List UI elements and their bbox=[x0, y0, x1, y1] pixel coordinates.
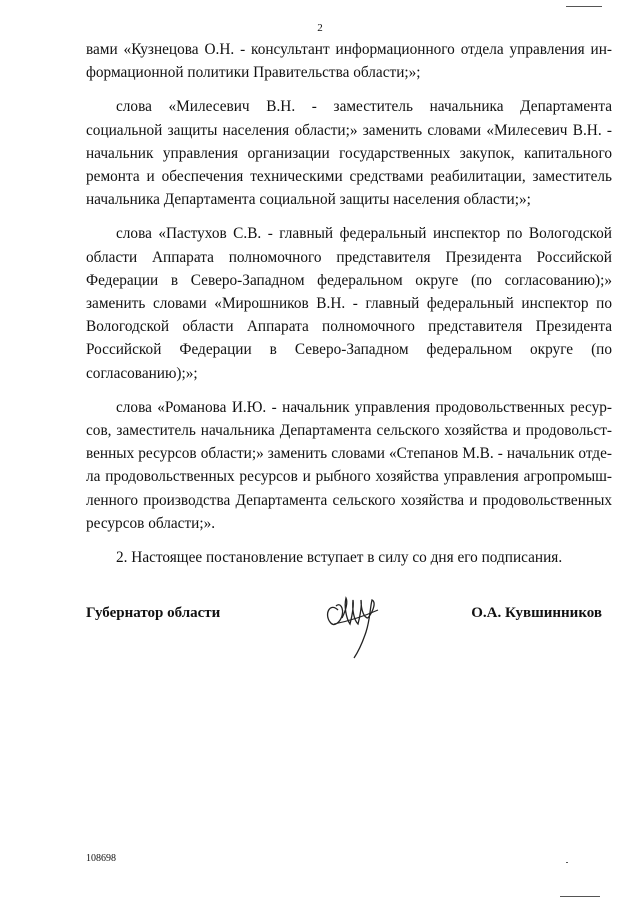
document-code: 108698 bbox=[86, 853, 116, 864]
paragraph: вами «Кузнецова О.Н. - консультант информационного отдела управления информационной политики Правительства области;»; bbox=[86, 41, 612, 82]
scan-mark bbox=[560, 896, 600, 897]
document-body bbox=[86, 38, 612, 569]
paragraph: слова «Милесевич В.Н. - заместитель начальника Департамента социальной защиты населения области;» заменить словами «Милесевич В.Н. - начальник управления организации государственных закупок, капитального ремонта и обеспечения техническими средствами реабилитации, заместитель начальника Департамента социальной защиты населения области;»; bbox=[86, 98, 612, 209]
paragraph: слова «Романова И.Ю. - начальник управления продовольственных ресурсов, заместитель начальника Департамента сельского хозяйства и продовольственных ресурсов области;» заменить словами «Степанов М.В. - начальник отдела продовольственных ресурсов и рыбного хозяйства управления агропромышленного производства Департамента сельского хозяйства и продовольственных ресурсов области;». bbox=[86, 398, 612, 532]
signatory-title: Губернатор области bbox=[86, 605, 221, 621]
scan-mark bbox=[566, 862, 568, 863]
scan-mark bbox=[566, 6, 602, 7]
paragraph: 2. Настоящее постановление вступает в силу со дня его подписания. bbox=[116, 549, 563, 567]
paragraph: слова «Пастухов С.В. - главный федеральный инспектор по Вологодской области Аппарата полномочного представителя Президента Российской Федерации в Северо-Западном федеральном округе (по согласованию);» заменить словами «Мирошников В.Н. - главный федеральный инспектор по Вологодской области Аппарата полномочного представителя Президента Российской Федерации в Северо-Западном федеральном округе (по согласованию);»; bbox=[86, 225, 612, 382]
handwritten-signature bbox=[320, 588, 400, 668]
page-number: 2 bbox=[317, 22, 323, 34]
signatory-name: О.А. Кувшинников bbox=[471, 605, 602, 621]
